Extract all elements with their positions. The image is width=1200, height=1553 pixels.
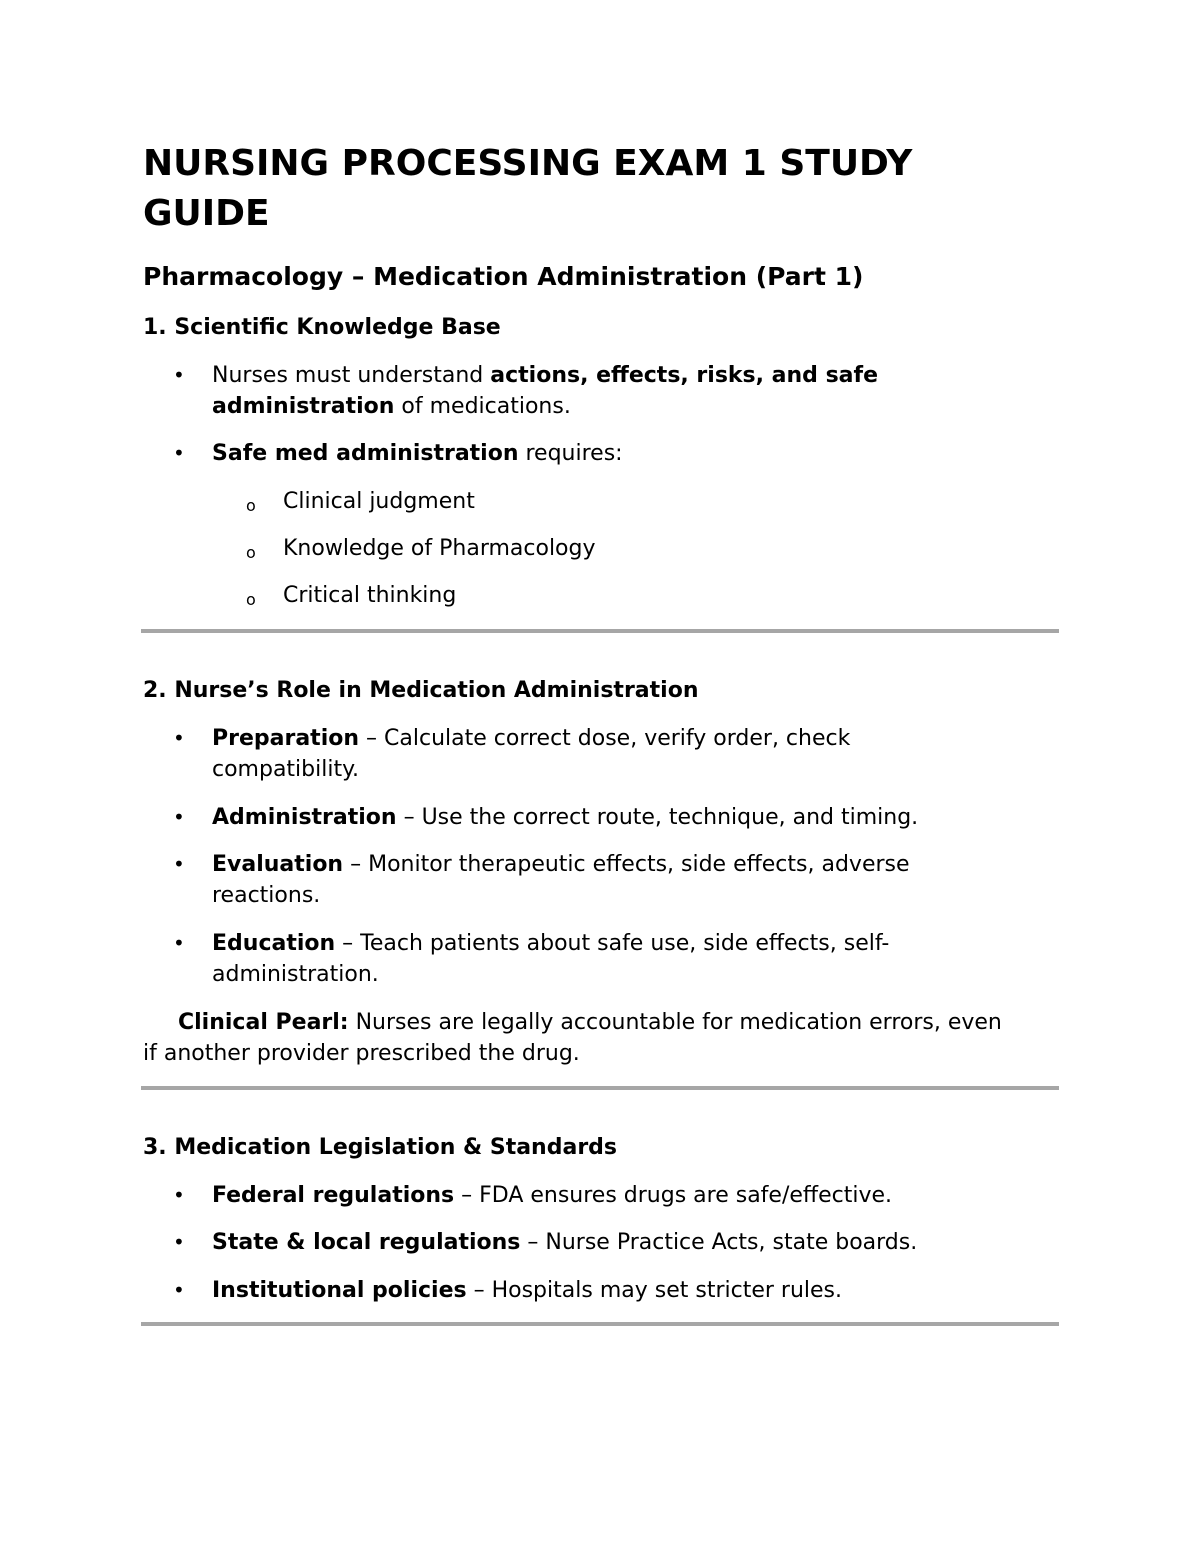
section-divider xyxy=(141,1086,1059,1090)
list-item xyxy=(173,360,1002,422)
bullet-icon: • xyxy=(173,1183,185,1207)
sub-list-item xyxy=(246,486,983,517)
section-divider xyxy=(141,1322,1059,1326)
bullet-text: – FDA ensures drugs are safe/effective. xyxy=(454,1183,892,1208)
sub-item-text: Critical thinking xyxy=(283,583,457,608)
clinical-pearl xyxy=(143,1007,1013,1069)
section-divider xyxy=(141,629,1059,633)
clinical-pearl-label: Clinical Pearl: xyxy=(178,1010,349,1035)
list-item xyxy=(173,802,1002,833)
bullet-bold-text: State & local regulations xyxy=(212,1230,521,1255)
bullet-text: – Calculate correct dose, verify order, check compatibility. xyxy=(212,726,851,782)
bullet-icon: • xyxy=(173,931,185,955)
list-item xyxy=(173,1180,1002,1211)
list-item xyxy=(173,1275,1002,1306)
sub-list-item xyxy=(246,580,983,611)
list-item xyxy=(173,928,1002,990)
bullet-text: requires: xyxy=(518,441,623,466)
bullet-icon: • xyxy=(173,441,185,465)
list-item xyxy=(173,723,1002,785)
circle-bullet-icon: o xyxy=(246,543,256,562)
bullet-text: – Nurse Practice Acts, state boards. xyxy=(520,1230,918,1255)
document-title: NURSING PROCESSING EXAM 1 STUDY GUIDE xyxy=(143,143,913,234)
bullet-bold-text: Administration xyxy=(212,805,397,830)
bullet-text: – Monitor therapeutic effects, side effects, adverse reactions. xyxy=(212,852,910,908)
bullet-bold-text: Education xyxy=(212,931,336,956)
section-3-heading: 3. Medication Legislation & Standards xyxy=(143,1135,618,1160)
bullet-text: – Hospitals may set stricter rules. xyxy=(466,1278,842,1303)
bullet-bold-text: Federal regulations xyxy=(212,1183,455,1208)
sub-list-item xyxy=(246,533,983,564)
bullet-bold-text: Evaluation xyxy=(212,852,344,877)
bullet-icon: • xyxy=(173,363,185,387)
bullet-text: of medications. xyxy=(394,394,571,419)
bullet-bold-text: Preparation xyxy=(212,726,360,751)
bullet-icon: • xyxy=(173,805,185,829)
bullet-icon: • xyxy=(173,1230,185,1254)
section-2-heading: 2. Nurse’s Role in Medication Administration xyxy=(143,678,699,703)
bullet-bold-text: Safe med administration xyxy=(212,441,519,466)
bullet-bold-text: Institutional policies xyxy=(212,1278,467,1303)
bullet-text: – Use the correct route, technique, and timing. xyxy=(396,805,919,830)
circle-bullet-icon: o xyxy=(246,590,256,609)
bullet-bold-text: actions, effects, risks, and safe administration xyxy=(212,363,879,419)
bullet-text: Nurses must understand xyxy=(212,363,491,388)
sub-item-text: Clinical judgment xyxy=(283,489,475,514)
bullet-icon: • xyxy=(173,726,185,750)
bullet-text: – Teach patients about safe use, side effects, self-administration. xyxy=(212,931,890,987)
list-item xyxy=(173,438,1002,469)
list-item xyxy=(173,849,1002,911)
list-item xyxy=(173,1227,1002,1258)
clinical-pearl-text: Nurses are legally accountable for medication errors, even if another provider prescribed the drug. xyxy=(143,1010,1002,1066)
bullet-icon: • xyxy=(173,1278,185,1302)
sub-item-text: Knowledge of Pharmacology xyxy=(283,536,596,561)
bullet-icon: • xyxy=(173,852,185,876)
circle-bullet-icon: o xyxy=(246,496,256,515)
section-1-heading: 1. Scientific Knowledge Base xyxy=(143,315,501,340)
document-subtitle: Pharmacology – Medication Administration (Part 1) xyxy=(143,262,864,291)
